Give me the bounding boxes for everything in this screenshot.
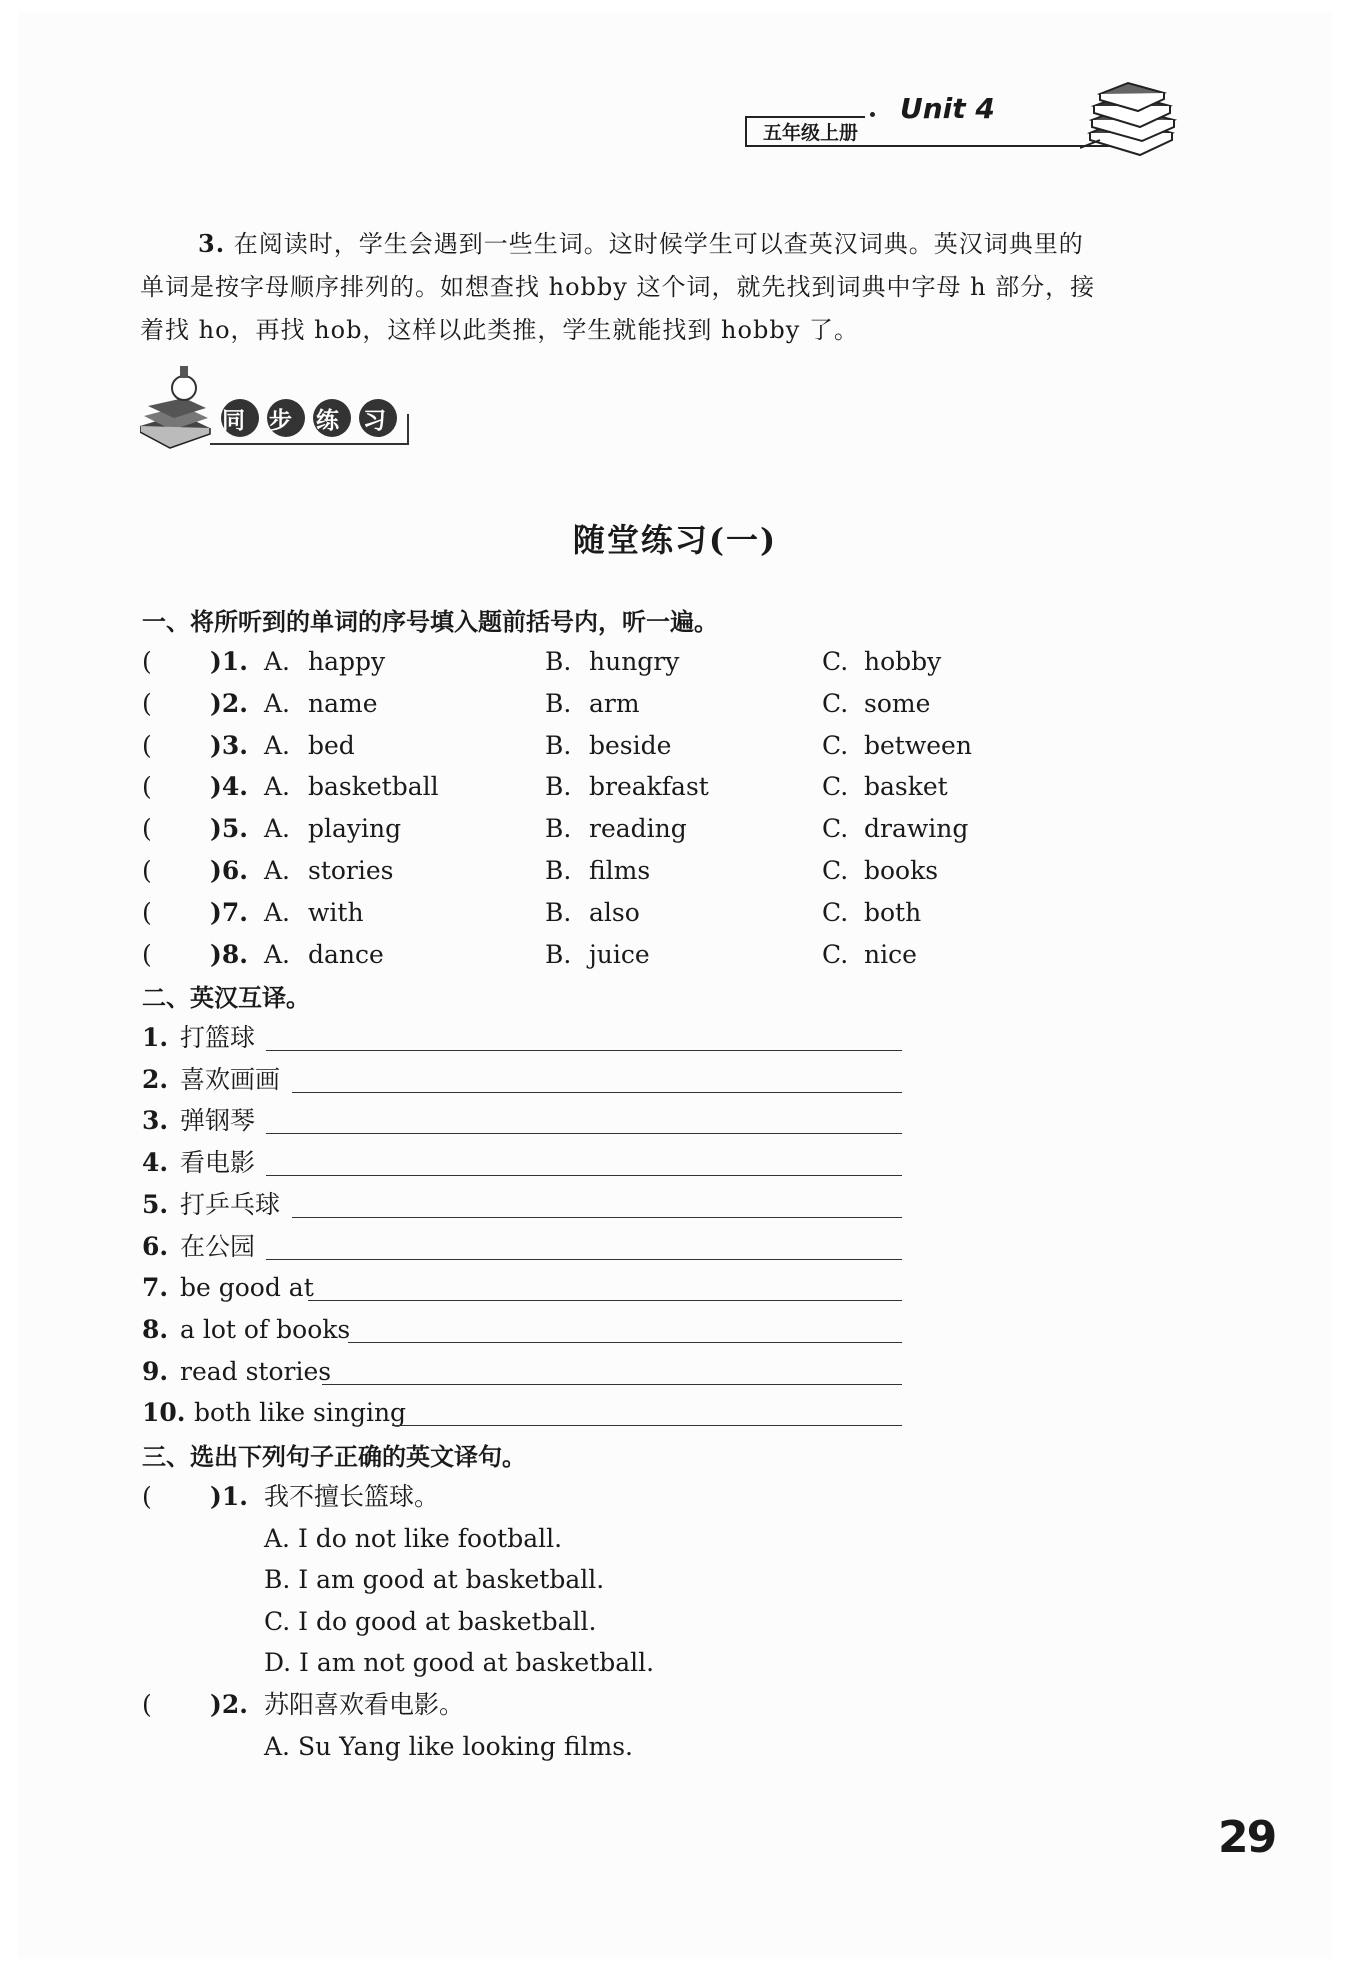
question-number: )2. xyxy=(210,1690,248,1719)
page-title: 随堂练习(一) xyxy=(572,521,778,559)
item-number: )4. xyxy=(210,772,248,802)
grade-label: 五年级上册 xyxy=(745,116,865,146)
option-c-word: between xyxy=(864,730,972,760)
item-text: 弹钢琴 xyxy=(180,1106,256,1136)
section3-heading: 三、选出下列句子正确的英文译句。 xyxy=(142,1443,526,1471)
badge-text: 同步练习 xyxy=(222,408,410,434)
item-text: read stories xyxy=(180,1356,332,1386)
answer-line[interactable] xyxy=(308,1270,902,1301)
section1-heading: 一、将所听到的单词的序号填入题前括号内，听一遍。 xyxy=(142,608,718,636)
answer-line[interactable] xyxy=(266,1145,902,1176)
item-number: 3. xyxy=(142,1106,169,1136)
translation-item xyxy=(142,1310,902,1350)
item-text: 打篮球 xyxy=(180,1023,256,1052)
item-text: 在公园 xyxy=(180,1231,256,1261)
option-a-word: bed xyxy=(308,730,355,760)
choice-option: D. I am not good at basketball. xyxy=(264,1648,655,1678)
intro-number: 3. xyxy=(198,229,226,258)
option-b-word: reading xyxy=(589,814,687,844)
section2-heading: 二、英汉互译。 xyxy=(142,984,310,1012)
answer-bracket[interactable]: ( xyxy=(142,647,152,676)
question-prompt: 苏阳喜欢看电影。 xyxy=(264,1690,465,1719)
option-b-letter: B. xyxy=(545,856,572,885)
item-number: )6. xyxy=(210,856,248,885)
item-number: 2. xyxy=(142,1064,169,1094)
item-number: 5. xyxy=(142,1189,169,1219)
option-a-word: playing xyxy=(308,814,402,844)
item-number: 1. xyxy=(142,1023,169,1052)
choice-option: C. I do good at basketball. xyxy=(264,1606,597,1636)
intro-line-2: 单词是按字母顺序排列的。如想查找 hobby 这个词，就先找到词典中字母 h 部分，接 xyxy=(140,273,1096,301)
choice-option: B. I am good at basketball. xyxy=(264,1565,605,1595)
answer-line[interactable] xyxy=(292,1062,902,1093)
option-b-word: breakfast xyxy=(589,772,709,802)
option-a-letter: A. xyxy=(264,730,291,760)
intro-line-3: 着找 ho，再找 hob，这样以此类推，学生就能找到 hobby 了。 xyxy=(140,316,859,344)
translation-item xyxy=(142,1185,902,1225)
option-b-letter: B. xyxy=(545,730,572,760)
option-a-word: with xyxy=(308,897,364,927)
option-c-word: drawing xyxy=(864,814,969,844)
option-a-word: basketball xyxy=(308,772,439,802)
item-number: )2. xyxy=(210,688,248,718)
translation-item xyxy=(142,1352,902,1392)
translation-item xyxy=(142,1101,902,1141)
item-text: 看电影 xyxy=(180,1148,256,1178)
option-b-word: also xyxy=(589,897,640,927)
item-text: both like singing xyxy=(194,1398,407,1428)
item-text: a lot of books xyxy=(180,1314,351,1344)
option-a-word: stories xyxy=(308,856,394,885)
option-b-letter: B. xyxy=(545,939,572,969)
option-c-letter: C. xyxy=(822,730,849,760)
answer-line[interactable] xyxy=(322,1354,902,1385)
answer-line[interactable] xyxy=(292,1187,902,1218)
option-a-letter: A. xyxy=(264,897,291,927)
option-b-word: beside xyxy=(589,730,672,760)
option-c-letter: C. xyxy=(822,814,849,844)
option-b-word: arm xyxy=(589,688,640,718)
answer-bracket[interactable]: ( xyxy=(142,1690,152,1719)
item-text: 喜欢画画 xyxy=(180,1064,281,1094)
option-c-word: some xyxy=(864,688,931,718)
item-number: )5. xyxy=(210,814,248,844)
option-b-letter: B. xyxy=(545,897,572,927)
answer-bracket[interactable]: ( xyxy=(142,688,152,718)
option-a-letter: A. xyxy=(264,856,291,885)
option-a-letter: A. xyxy=(264,772,291,802)
option-a-letter: A. xyxy=(264,647,291,676)
answer-bracket[interactable]: ( xyxy=(142,814,152,844)
header-rule xyxy=(745,145,1115,147)
answer-bracket[interactable]: ( xyxy=(142,1482,152,1511)
answer-bracket[interactable]: ( xyxy=(142,939,152,969)
answer-line[interactable] xyxy=(266,1103,902,1134)
item-number: )7. xyxy=(210,897,248,927)
item-text: be good at xyxy=(180,1273,314,1303)
translation-item xyxy=(142,1268,902,1308)
option-c-letter: C. xyxy=(822,897,849,927)
answer-line[interactable] xyxy=(392,1395,902,1426)
answer-line[interactable] xyxy=(348,1312,902,1343)
option-c-letter: C. xyxy=(822,772,849,802)
answer-bracket[interactable]: ( xyxy=(142,730,152,760)
option-b-letter: B. xyxy=(545,647,572,676)
option-b-letter: B. xyxy=(545,772,572,802)
option-b-letter: B. xyxy=(545,688,572,718)
option-b-word: films xyxy=(589,856,651,885)
header-dot xyxy=(870,112,875,117)
item-number: 10. xyxy=(142,1398,186,1428)
option-c-word: basket xyxy=(864,772,948,802)
option-c-letter: C. xyxy=(822,856,849,885)
translation-item xyxy=(142,1018,902,1058)
intro-paragraph xyxy=(140,222,1170,352)
option-c-letter: C. xyxy=(822,647,849,676)
answer-bracket[interactable]: ( xyxy=(142,772,152,802)
translation-item xyxy=(142,1227,902,1267)
option-c-word: nice xyxy=(864,939,917,969)
option-a-word: happy xyxy=(308,647,386,676)
option-a-letter: A. xyxy=(264,688,291,718)
unit-label: Unit 4 xyxy=(900,92,995,125)
answer-line[interactable] xyxy=(266,1020,902,1051)
item-text: 打乒乓球 xyxy=(180,1189,281,1219)
translation-item xyxy=(142,1393,902,1433)
item-number: 7. xyxy=(142,1273,169,1303)
item-number: 8. xyxy=(142,1314,169,1344)
question-number: )1. xyxy=(210,1482,248,1511)
option-a-word: name xyxy=(308,688,378,718)
option-b-letter: B. xyxy=(545,814,572,844)
choice-option: A. Su Yang like looking films. xyxy=(264,1731,633,1761)
translation-item xyxy=(142,1060,902,1100)
item-number: )8. xyxy=(210,939,248,969)
option-a-letter: A. xyxy=(264,939,291,969)
question-prompt: 我不擅长篮球。 xyxy=(264,1482,440,1511)
translation-item xyxy=(142,1143,902,1183)
option-b-word: hungry xyxy=(589,647,680,676)
option-c-letter: C. xyxy=(822,939,849,969)
item-number: 6. xyxy=(142,1231,169,1261)
answer-line[interactable] xyxy=(266,1229,902,1260)
option-a-word: dance xyxy=(308,939,384,969)
page-number: 29 xyxy=(1218,1812,1276,1863)
option-c-word: both xyxy=(864,897,922,927)
option-a-letter: A. xyxy=(264,814,291,844)
option-c-word: hobby xyxy=(864,647,942,676)
item-number: 9. xyxy=(142,1356,169,1386)
books-stack-icon xyxy=(1080,78,1180,158)
option-c-word: books xyxy=(864,856,939,885)
intro-line-1: 在阅读时，学生会遇到一些生词。这时候学生可以查英汉词典。英汉词典里的 xyxy=(233,230,1084,258)
item-number: 4. xyxy=(142,1148,169,1178)
answer-bracket[interactable]: ( xyxy=(142,897,152,927)
item-number: )1. xyxy=(210,647,248,676)
answer-bracket[interactable]: ( xyxy=(142,856,152,885)
choice-option: A. I do not like football. xyxy=(264,1523,563,1553)
option-b-word: juice xyxy=(589,939,650,969)
item-number: )3. xyxy=(210,730,248,760)
option-c-letter: C. xyxy=(822,688,849,718)
